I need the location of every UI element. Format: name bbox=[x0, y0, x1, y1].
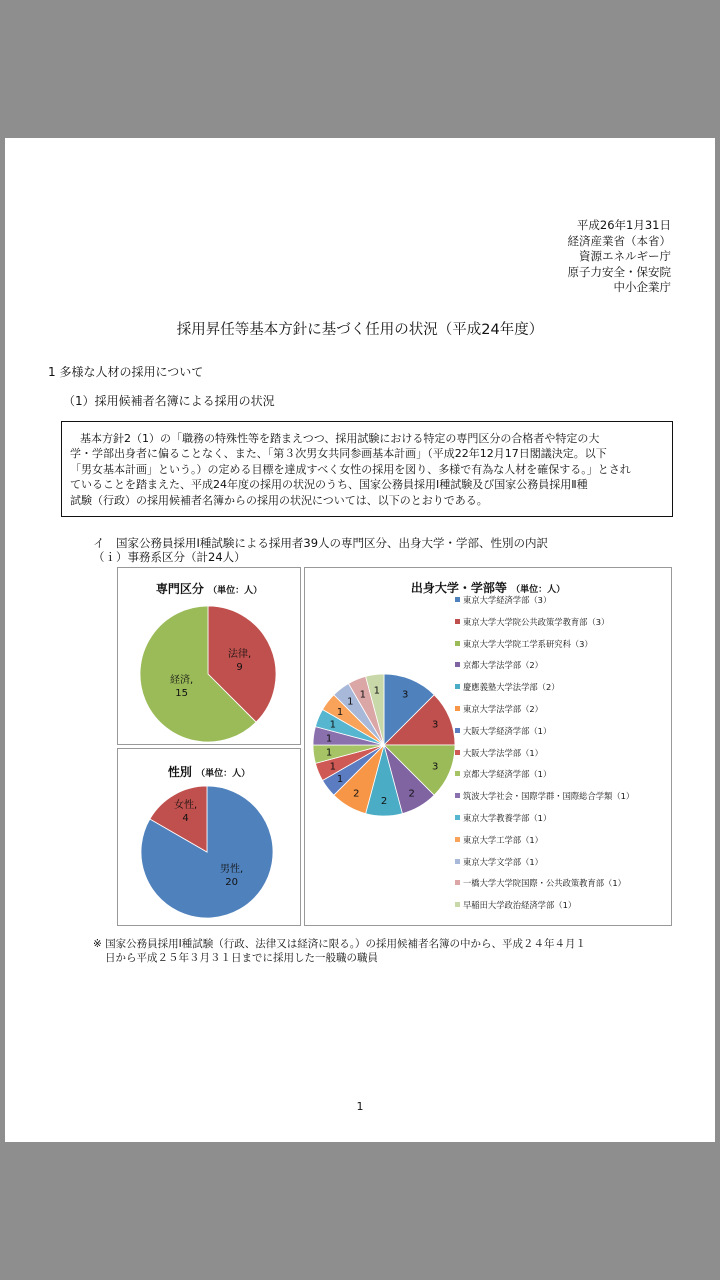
pie-label: 女性, 4 bbox=[174, 800, 198, 824]
legend-swatch bbox=[455, 793, 460, 798]
legend-label: 東京大学教養学部（1） bbox=[463, 812, 552, 823]
document-title: 採用昇任等基本方針に基づく任用の状況（平成24年度） bbox=[176, 322, 544, 338]
legend-swatch bbox=[455, 750, 460, 755]
legend-item bbox=[455, 681, 634, 703]
legend-label: 一橋大学大学院国際・公共政策教育部（1） bbox=[463, 878, 626, 889]
legend-swatch bbox=[455, 880, 460, 885]
legend-swatch bbox=[455, 641, 460, 646]
slice-value-label: 20 bbox=[225, 877, 238, 888]
chart-unit: （単位：人） bbox=[511, 585, 566, 595]
legend-item bbox=[455, 747, 634, 769]
issuer-org: 中小企業庁 bbox=[613, 280, 671, 294]
legend-label: 京都大学経済学部（1） bbox=[463, 769, 552, 780]
chart-title-text: 性別 bbox=[167, 765, 192, 779]
legend-label: 筑波大学社会・国際学群・国際総合学類（1） bbox=[463, 791, 635, 802]
policy-line: 学・学部出身者に偏ることなく、また、「第３次男女共同参画基本計画」（平成22年12月17日閣議決定。以下 bbox=[70, 447, 607, 461]
slice-value-label: 1 bbox=[336, 774, 344, 786]
pie-label: 法律, 9 bbox=[228, 649, 252, 673]
pie-label: 経済, 15 bbox=[170, 675, 194, 699]
specialty-chart-panel bbox=[117, 567, 301, 745]
pie-label: 男性, 20 bbox=[220, 864, 244, 888]
section-heading: 1 多様な人材の採用について bbox=[48, 365, 204, 379]
legend-item bbox=[455, 812, 634, 834]
slice-value-label: 2 bbox=[353, 788, 360, 800]
slice-value-label: 1 bbox=[329, 761, 337, 773]
legend-label: 大阪大学法学部（1） bbox=[463, 747, 543, 758]
legend-swatch bbox=[455, 619, 460, 624]
subsection-heading: （1）採用候補者名簿による採用の状況 bbox=[63, 394, 275, 408]
document-page bbox=[5, 138, 715, 1142]
slice-value-label: 1 bbox=[359, 689, 366, 701]
issuer-org: 経済産業省（本省） bbox=[567, 233, 671, 248]
legend-label: 東京大学経済学部（3） bbox=[463, 595, 552, 605]
slice-value-label: 15 bbox=[175, 688, 188, 699]
legend-item bbox=[455, 594, 634, 616]
slice-category-label: 女性 bbox=[174, 800, 194, 811]
policy-box bbox=[61, 421, 673, 517]
legend-label: 東京大学工学部（1） bbox=[463, 834, 543, 845]
footnote bbox=[93, 937, 683, 965]
footnote-line: 日から平成２５年３月３１日までに採用した一般職の職員 bbox=[105, 952, 378, 964]
slice-category-label: 経済 bbox=[170, 675, 190, 686]
slice-value-label: 1 bbox=[325, 747, 333, 759]
legend-item bbox=[455, 790, 634, 812]
legend-swatch bbox=[455, 902, 460, 907]
policy-line: 基本方針2（1）の「職務の特殊性等を踏まえつつ、採用試験における特定の専門区分の合格者や特定の大 bbox=[80, 432, 600, 445]
legend-label: 慶應義塾大学法学部（2） bbox=[463, 682, 560, 693]
slice-value-label: 1 bbox=[336, 706, 344, 718]
legend-swatch bbox=[455, 662, 460, 667]
subsection-ii: （ｉ）事務系区分（計24人） bbox=[93, 550, 246, 564]
legend-item bbox=[455, 768, 634, 790]
legend-swatch bbox=[455, 706, 460, 711]
chart-unit: （単位：人） bbox=[196, 769, 251, 779]
slice-value-label: 3 bbox=[431, 719, 439, 731]
subsection-i: イ 国家公務員採用Ⅰ種試験による採用者39人の専門区分、出身大学・学部、性別の内訳 bbox=[93, 536, 549, 550]
legend-label: 早稲田大学政治経済学部（1） bbox=[463, 900, 577, 911]
legend-swatch bbox=[455, 837, 460, 842]
legend-swatch bbox=[455, 684, 460, 689]
legend-item bbox=[455, 877, 634, 899]
issue-date: 平成26年1月31日 bbox=[576, 218, 671, 232]
legend-swatch bbox=[455, 597, 460, 602]
policy-line: 「男女基本計画」という。）の定める目標を達成すべく女性の採用を図り、多様で有為な人材を確保する。」とされ bbox=[70, 462, 631, 476]
gender-pie bbox=[118, 749, 302, 927]
gender-chart-panel bbox=[117, 748, 301, 926]
legend-label: 京都大学法学部（2） bbox=[463, 660, 543, 671]
footnote-line: ※ 国家公務員採用Ⅰ種試験（行政、法律又は経済に限る。）の採用候補者名簿の中から、平成２４年４月１ bbox=[93, 938, 586, 950]
legend-label: 東京大学大学院工学系研究科（3） bbox=[463, 638, 593, 649]
legend-label: 東京大学文学部（1） bbox=[463, 856, 543, 867]
legend-item bbox=[455, 659, 634, 681]
legend-swatch bbox=[455, 771, 460, 776]
slice-value-label: 3 bbox=[402, 689, 409, 701]
legend-label: 東京大学法学部（2） bbox=[463, 703, 543, 714]
legend-swatch bbox=[455, 815, 460, 820]
legend-item bbox=[455, 834, 634, 856]
specialty-pie bbox=[118, 568, 302, 746]
legend-item bbox=[455, 725, 634, 747]
legend-label: 東京大学大学院公共政策学教育部（3） bbox=[463, 616, 610, 627]
slice-value-label: 1 bbox=[347, 696, 354, 708]
legend-item bbox=[455, 899, 634, 921]
slice-category-label: 男性 bbox=[220, 864, 240, 875]
university-chart-panel bbox=[304, 567, 672, 926]
slice-value-label: 4 bbox=[182, 813, 189, 824]
slice-value-label: 1 bbox=[325, 733, 333, 745]
issuer-org: 資源エネルギー庁 bbox=[579, 249, 671, 263]
legend bbox=[455, 594, 634, 921]
issuer-org: 原子力安全・保安院 bbox=[567, 264, 671, 279]
chart-unit: （単位：人） bbox=[208, 586, 263, 596]
legend-swatch bbox=[455, 728, 460, 733]
issuer-block bbox=[568, 218, 672, 296]
legend-item bbox=[455, 703, 634, 725]
legend-label: 大阪大学経済学部（1） bbox=[463, 725, 552, 736]
slice-category-label: 法律 bbox=[228, 649, 248, 660]
slice-value-label: 2 bbox=[408, 788, 415, 800]
legend-swatch bbox=[455, 859, 460, 864]
chart-title-text: 出身大学・学部等 bbox=[410, 581, 507, 595]
policy-line: ていることを踏まえた、平成24年度の採用の状況のうち、国家公務員採用Ⅰ種試験及び国家公務員採用Ⅱ種 bbox=[70, 478, 588, 492]
chart-title-text: 専門区分 bbox=[155, 582, 204, 596]
slice-value-label: 9 bbox=[236, 662, 243, 673]
legend-item bbox=[455, 616, 634, 638]
slice-value-label: 3 bbox=[431, 761, 439, 773]
legend-item bbox=[455, 638, 634, 660]
slice-value-label: 1 bbox=[329, 719, 337, 731]
policy-line: 試験（行政）の採用候補者名簿からの採用の状況については、以下のとおりである。 bbox=[70, 493, 488, 507]
slice-value-label: 2 bbox=[380, 795, 388, 807]
legend-item bbox=[455, 856, 634, 878]
university-pie bbox=[305, 568, 455, 927]
page-number: 1 bbox=[356, 1100, 364, 1113]
slice-value-label: 1 bbox=[373, 685, 380, 697]
